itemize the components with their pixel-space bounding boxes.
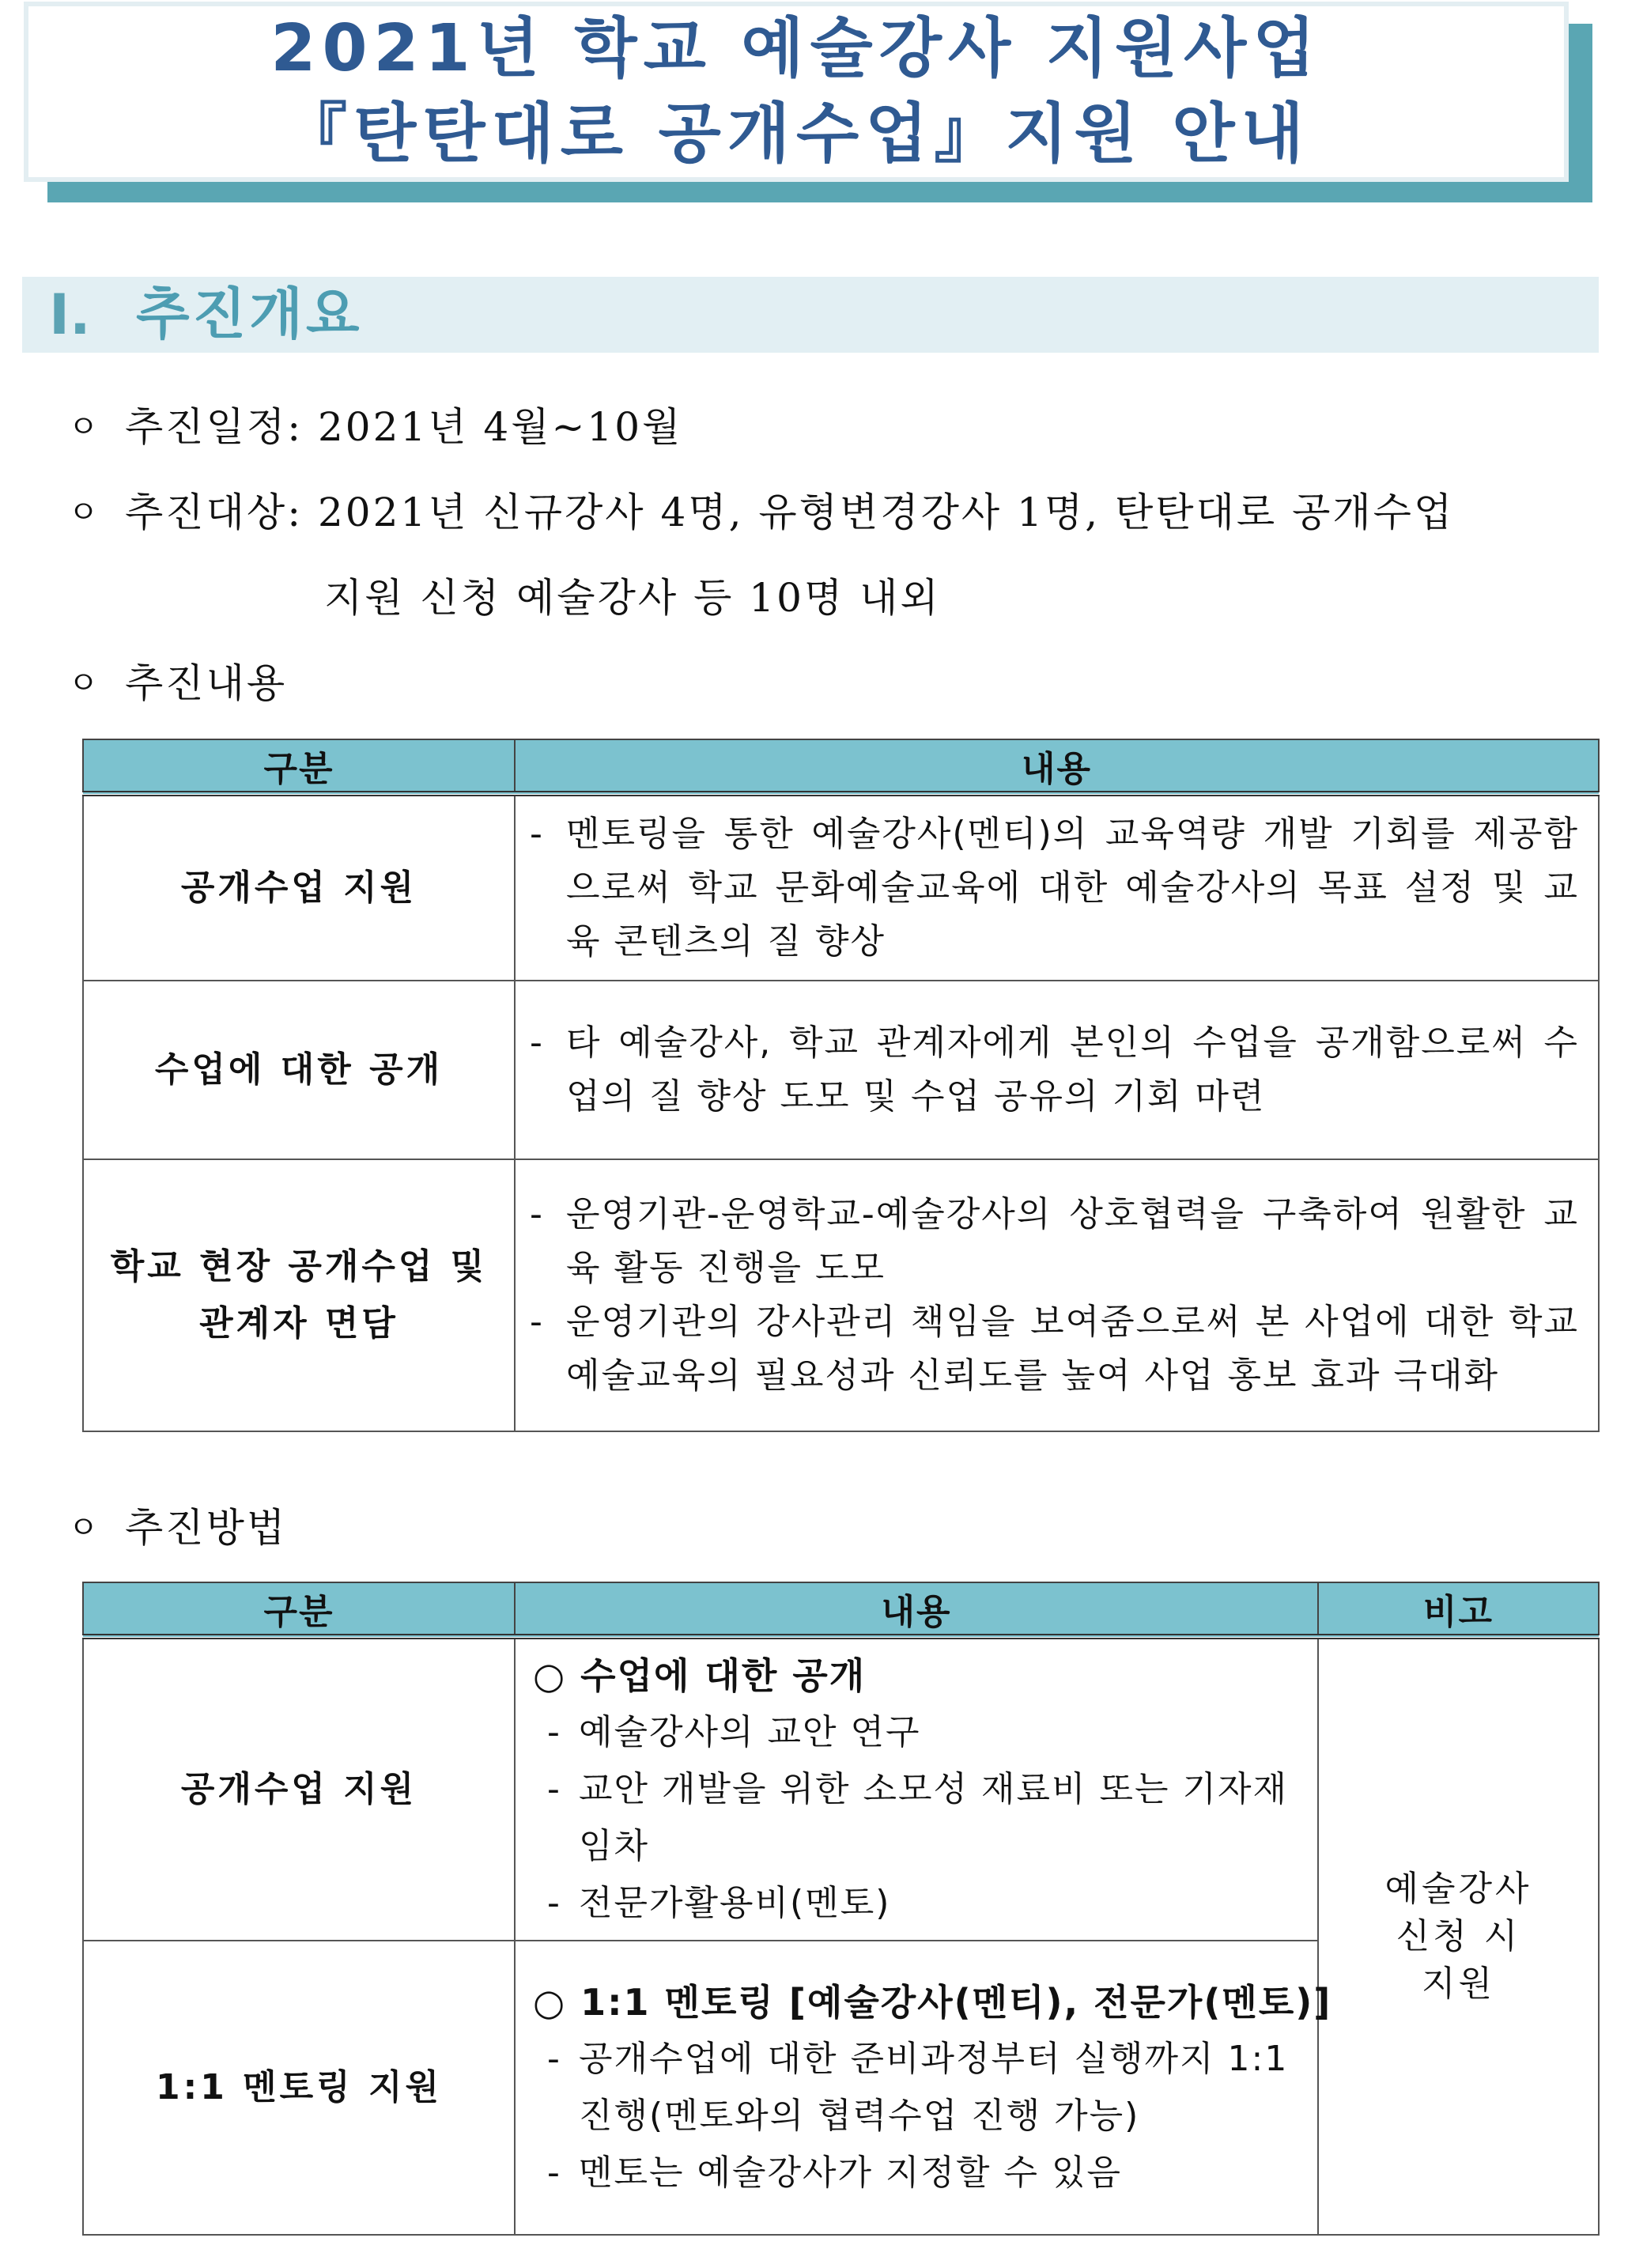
bullet-schedule <box>68 402 682 452</box>
bullet-mark: ㅇ <box>68 1510 101 1546</box>
item-text: 운영기관의 강사관리 책임을 보여줌으로써 본 사업에 대한 학교예술교육의 필요성과 신뢰도를 높여 사업 홍보 효과 극대화 <box>566 1301 1579 1396</box>
row-content <box>515 981 1599 1159</box>
section-number: Ⅰ. <box>49 282 91 347</box>
table1-header-category: 구분 <box>83 739 515 794</box>
dash-mark: - <box>547 1712 561 1752</box>
list-item <box>533 2031 1303 2145</box>
note-line-3: 지원 <box>1421 1964 1495 2004</box>
table1-header-content: 내용 <box>515 739 1599 794</box>
section-title: 추진개요 <box>136 282 363 346</box>
note-line-1: 예술강사 <box>1384 1869 1532 1909</box>
list-item <box>533 1761 1303 1875</box>
table-row <box>83 1637 1599 1941</box>
dash-mark: - <box>547 2039 561 2079</box>
dash-mark: - <box>530 1193 544 1234</box>
row-category: 공개수업 지원 <box>83 794 515 981</box>
list-item <box>530 1295 1579 1403</box>
item-text: 전문가활용비(멘토) <box>579 1883 891 1923</box>
method-label: 추진방법 <box>125 1505 288 1551</box>
category-line-1: 학교 현장 공개수업 및 <box>110 1246 488 1287</box>
schedule-value: 2021년 4월~10월 <box>317 404 683 450</box>
dash-mark: - <box>547 1883 561 1923</box>
row-content <box>515 794 1599 981</box>
target-value-line1: 2021년 신규강사 4명, 유형변경강사 1명, 탄탄대로 공개수업 <box>317 490 1455 535</box>
method-table <box>82 1582 1600 2236</box>
item-text: 타 예술강사, 학교 관계자에게 본인의 수업을 공개함으로써 수업의 질 향상 도모 및 수업 공유의 기회 마련 <box>566 1022 1579 1117</box>
note-cell <box>1318 1637 1599 2236</box>
dash-mark: - <box>547 1769 561 1809</box>
category-line-2: 관계자 면담 <box>199 1302 399 1344</box>
circle-mark: ○ <box>533 1654 567 1697</box>
table-row <box>83 1159 1599 1431</box>
row-category: 수업에 대한 공개 <box>83 981 515 1159</box>
table-row <box>83 981 1599 1159</box>
title-box <box>24 2 1569 182</box>
target-value-line2: 지원 신청 예술강사 등 10명 내외 <box>324 575 941 621</box>
item-text: 멘토링을 통한 예술강사(멘티)의 교육역량 개발 기회를 제공함으로써 학교 문화예술교육에 대한 예술강사의 목표 설정 및 교육 콘텐츠의 질 향상 <box>566 813 1579 962</box>
sub-heading-text: 수업에 대한 공개 <box>580 1654 867 1697</box>
content-table <box>82 739 1600 1432</box>
list-item <box>533 1704 1303 1761</box>
title-line-1: 2021년 학교 예술강사 지원사업 <box>270 11 1322 86</box>
row-content <box>515 1941 1332 2235</box>
bullet-target <box>68 487 1454 538</box>
table2-header-note: 비고 <box>1318 1582 1599 1637</box>
table2-header-content: 내용 <box>515 1582 1318 1637</box>
list-item <box>533 1875 1303 1932</box>
circle-mark: ○ <box>533 1981 567 2024</box>
row-content <box>515 1159 1599 1431</box>
target-label: 추진대상: <box>125 490 304 535</box>
row-category <box>83 1159 515 1431</box>
item-text: 운영기관-운영학교-예술강사의 상호협력을 구축하여 원활한 교육 활동 진행을 도모 <box>566 1193 1579 1288</box>
content-label: 추진내용 <box>125 660 288 706</box>
list-item <box>530 807 1579 969</box>
dash-mark: - <box>530 1022 544 1063</box>
item-text: 예술강사의 교안 연구 <box>579 1712 921 1752</box>
bullet-mark: ㅇ <box>68 494 101 531</box>
note-line-2: 신청 시 <box>1396 1916 1521 1956</box>
table-row <box>83 794 1599 981</box>
dash-mark: - <box>530 813 544 854</box>
item-text: 공개수업에 대한 준비과정부터 실행까지 1:1 진행(멘토와의 협력수업 진행 가능) <box>579 2039 1289 2136</box>
bullet-mark: ㅇ <box>68 665 101 701</box>
list-item <box>530 1188 1579 1295</box>
sub-heading <box>533 1974 1332 2031</box>
dash-mark: - <box>530 1301 544 1342</box>
dash-mark: - <box>547 2153 561 2193</box>
bullet-content <box>68 658 287 709</box>
schedule-label: 추진일정: <box>125 404 304 450</box>
row-category: 공개수업 지원 <box>83 1637 515 1941</box>
item-text: 교안 개발을 위한 소모성 재료비 또는 기자재임차 <box>579 1769 1288 1866</box>
bullet-mark: ㅇ <box>68 409 101 445</box>
list-item <box>533 2145 1303 2202</box>
list-item <box>530 1016 1579 1124</box>
sub-heading <box>533 1647 1303 1704</box>
bullet-method <box>68 1503 287 1553</box>
sub-heading-text: 1:1 멘토링 [예술강사(멘티), 전문가(멘토)] <box>580 1981 1332 2024</box>
title-line-2: 『탄탄대로 공개수업』지원 안내 <box>282 96 1310 172</box>
table2-header-category: 구분 <box>83 1582 515 1637</box>
row-content <box>515 1637 1318 1941</box>
row-category: 1:1 멘토링 지원 <box>83 1941 515 2235</box>
item-text: 멘토는 예술강사가 지정할 수 있음 <box>579 2153 1122 2193</box>
